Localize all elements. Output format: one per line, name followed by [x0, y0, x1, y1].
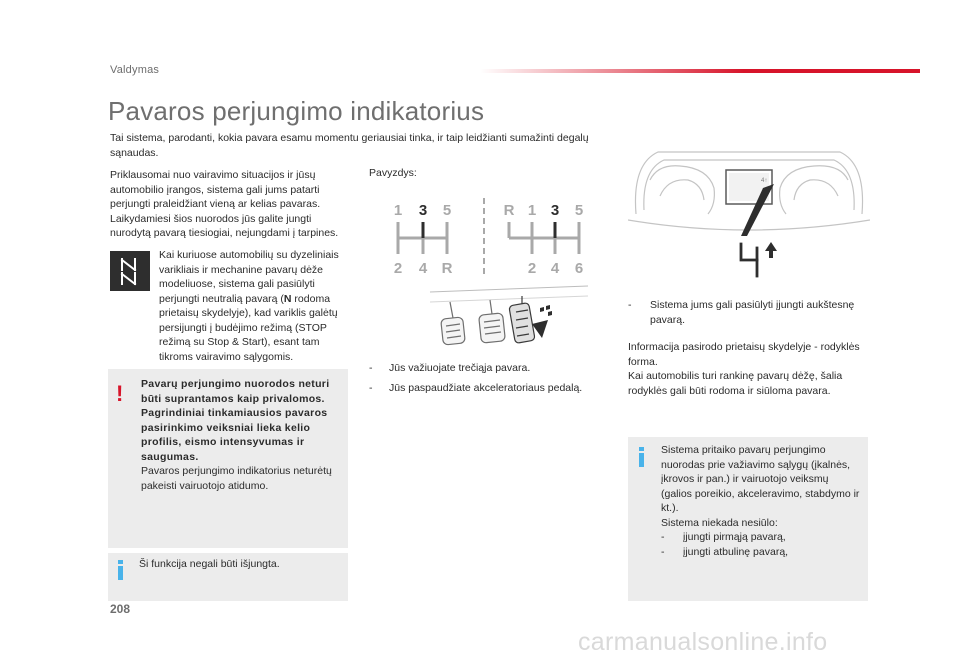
bullet-item: - Sistema jums gali pasiūlyti įjungti aukštesnę pavarą.	[628, 299, 855, 326]
brake-pedal	[479, 300, 506, 343]
gear-label-highlight: 3	[418, 202, 428, 219]
gear-label: 5	[442, 202, 452, 219]
list-item: - įjungti pirmąją pavarą,	[661, 531, 786, 543]
examples-label: Pavyzdys:	[369, 167, 417, 179]
gear-label: 4	[418, 260, 428, 277]
intro-text: Tai sistema, parodanti, kokia pavara esamu momentu geriausiai tinka, ir taip leidžianti sumažinti degalų sąnaudas.	[110, 132, 589, 159]
page-title: Pavaros perjungimo indikatorius	[108, 96, 485, 126]
gear-label: 1	[527, 202, 537, 219]
warning-text	[141, 377, 341, 493]
page-number: 208	[110, 602, 131, 616]
gear-label-highlight: 3	[550, 202, 560, 219]
shift-up-indicator-icon	[733, 236, 781, 280]
gearbox-diagram	[388, 196, 598, 280]
pedals-illustration	[428, 284, 600, 350]
clutch-pedal	[441, 302, 466, 345]
press-arrow-icon	[532, 305, 552, 338]
display-gear-indicator	[761, 178, 767, 184]
gear-label: 2	[393, 260, 403, 277]
warning-normal-text: Pavaros perjungimo indikatorius neturėtų pakeisti vairuotojo atidumo.	[141, 465, 332, 492]
gear-label: 5	[574, 202, 584, 219]
header-rule	[480, 69, 920, 73]
gear-label: 2	[527, 260, 537, 277]
gear-label: R	[503, 202, 515, 219]
gear-gate-6	[509, 222, 579, 254]
gear-label: R	[441, 260, 453, 277]
driving-situation-text: Priklausomai nuo vairavimo situacijos ir jūsų automobilio įrangos, sistema gali jums patarti perjungti praleidžiant vieną ar kelias pavaras. Laikydamiesi šios nuorodos jūs galite jungti nurodytą pavarą tiesiogiai, nejungdami į tarpines.	[110, 169, 339, 239]
gear-label: 1	[393, 202, 403, 219]
warning-exclamation-icon: !	[116, 381, 124, 406]
svg-text:4↑: 4↑	[761, 178, 768, 184]
info-right-body: Sistema pritaiko pavarų perjungimo nuorodas prie važiavimo sąlygų (įkalnės, įkrovos ir pan.) ir vairuotojo veiksmų (galios poreikio, akceleravimo, stabdymo ir kt.). Sistema niekada nesiūlo:	[661, 444, 860, 529]
diesel-neutral-text: Kai kuriuose automobilių su dyzeliniais varikliais ir mechanine pavarų dėže modeliuose, sistema gali pasiūlyti perjungti neutralią pavarą (N rodoma prietaisų skydelyje), kad variklis galėtų persijungti į budėjimo režimą (STOP režimą su Stop & Start), esant tam tikroms vairavimo sąlygomis.	[159, 249, 339, 363]
bullet-item: - Jūs paspaudžiate akceleratoriaus pedalą.	[369, 382, 583, 394]
info-small-text: Ši funkcija negali būti išjungta.	[139, 558, 280, 570]
neutral-n-icon	[110, 251, 150, 291]
info-icon	[118, 560, 124, 580]
info-icon	[639, 447, 645, 467]
watermark: carmanualsonline.info	[578, 628, 828, 656]
warning-bold-text: Pavarų perjungimo nuorodos neturi būti suprantamos kaip privalomos. Pagrindiniai tinkamiausios pavaros pasirinkimo veiksniai lieka kelio profilis, eismo intensyvumas ir saugumas.	[141, 378, 330, 463]
instrument-panel-illustration	[628, 144, 870, 236]
gear-label: 6	[574, 260, 584, 277]
list-item: - įjungti atbulinę pavarą,	[661, 545, 789, 558]
section-label: Valdymas	[110, 64, 160, 76]
bullet-item: - Jūs važiuojate trečiąja pavara.	[369, 362, 531, 374]
display-info-text: Informacija pasirodo prietaisų skydelyje - rodyklės forma. Kai automobilis turi rankinę pavarų dėžę, šalia rodyklės gali būti rodoma ir siūloma pavara.	[628, 341, 860, 397]
gear-label: 4	[550, 260, 560, 277]
info-right-text	[661, 443, 861, 559]
accelerator-pedal	[509, 296, 535, 343]
